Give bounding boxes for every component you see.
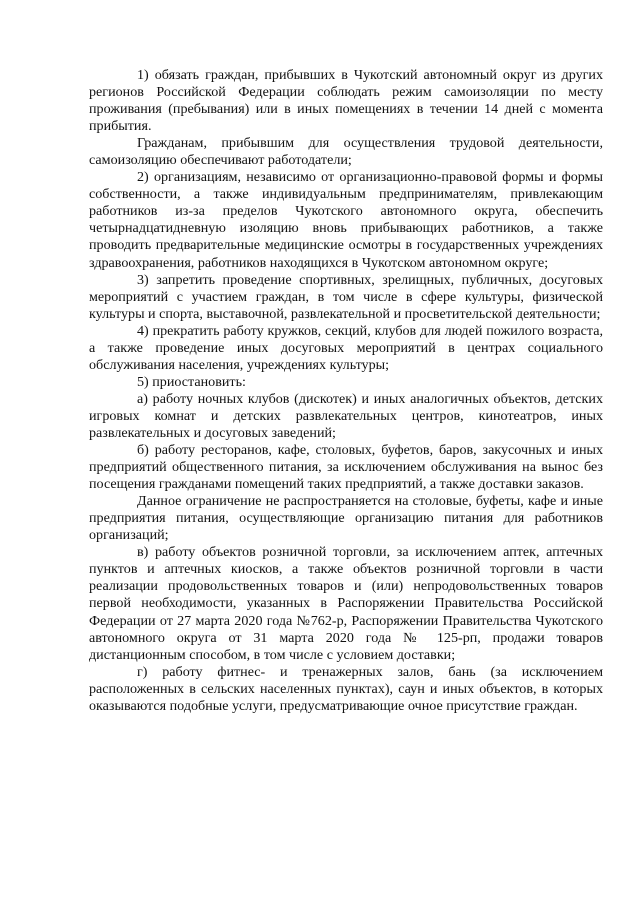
paragraph-5: 4) прекратить работу кружков, секций, клубов для людей пожилого возраста, а также проведение иных досуговых мероприятий в центрах социального обслуживания населения, учреждениях культуры;	[89, 322, 603, 373]
paragraph-7: а) работу ночных клубов (дискотек) и иных аналогичных объектов, детских игровых комнат и детских развлекательных центров, кинотеатров, иных развлекательных и досуговых заведений;	[89, 390, 603, 441]
paragraph-11: г) работу фитнес- и тренажерных залов, бань (за исключением расположенных в сельских населенных пунктах), саун и иных объектов, в которых оказываются подобные услуги, предусматривающие очное присутствие граждан.	[89, 663, 603, 714]
paragraph-4: 3) запретить проведение спортивных, зрелищных, публичных, досуговых мероприятий с участием граждан, в том числе в сфере культуры, физической культуры и спорта, выставочной, развлекательной и просветительской деятельности;	[89, 271, 603, 322]
paragraph-1: 1) обязать граждан, прибывших в Чукотский автономный округ из других регионов Российской Федерации соблюдать режим самоизоляции по месту проживания (пребывания) или в иных помещениях в течении 14 дней с момента прибытия.	[89, 67, 603, 135]
paragraph-3: 2) организациям, независимо от организационно-правовой формы и формы собственности, а также индивидуальным предпринимателям, привлекающим работников из-за пределов Чукотского автономного округа, обеспечить четырнадцатидневную изоляцию вновь прибывающих работников, а также проводить предварительные медицинские осмотры в государственных учреждениях здравоохранения, работников находящихся в Чукотском автономном округе;	[89, 169, 603, 271]
paragraph-9: Данное ограничение не распространяется на столовые, буфеты, кафе и иные предприятия питания, осуществляющие организацию питания для работников организаций;	[89, 493, 603, 544]
paragraph-10: в) работу объектов розничной торговли, за исключением аптек, аптечных пунктов и аптечных киосков, а также объектов розничной торговли в части реализации продовольственных товаров и (или) непродовольственных товаров первой необходимости, указанных в Распоряжении Правительства Российской Федерации от 27 марта 2020 года №762-р, Распоряжении Правительства Чукотского автономного округа от 31 марта 2020 года № 125-рп, продажи товаров дистанционным способом, в том числе с условием доставки;	[89, 544, 603, 663]
paragraph-6: 5) приостановить:	[137, 373, 246, 390]
paragraph-2: Гражданам, прибывшим для осуществления трудовой деятельности, самоизоляцию обеспечивают работодатели;	[89, 135, 603, 169]
document-body	[89, 67, 603, 715]
paragraph-8: б) работу ресторанов, кафе, столовых, буфетов, баров, закусочных и иных предприятий общественного питания, за исключением обслуживания на вынос без посещения гражданами помещений таких предприятий, а также доставки заказов.	[89, 442, 603, 493]
